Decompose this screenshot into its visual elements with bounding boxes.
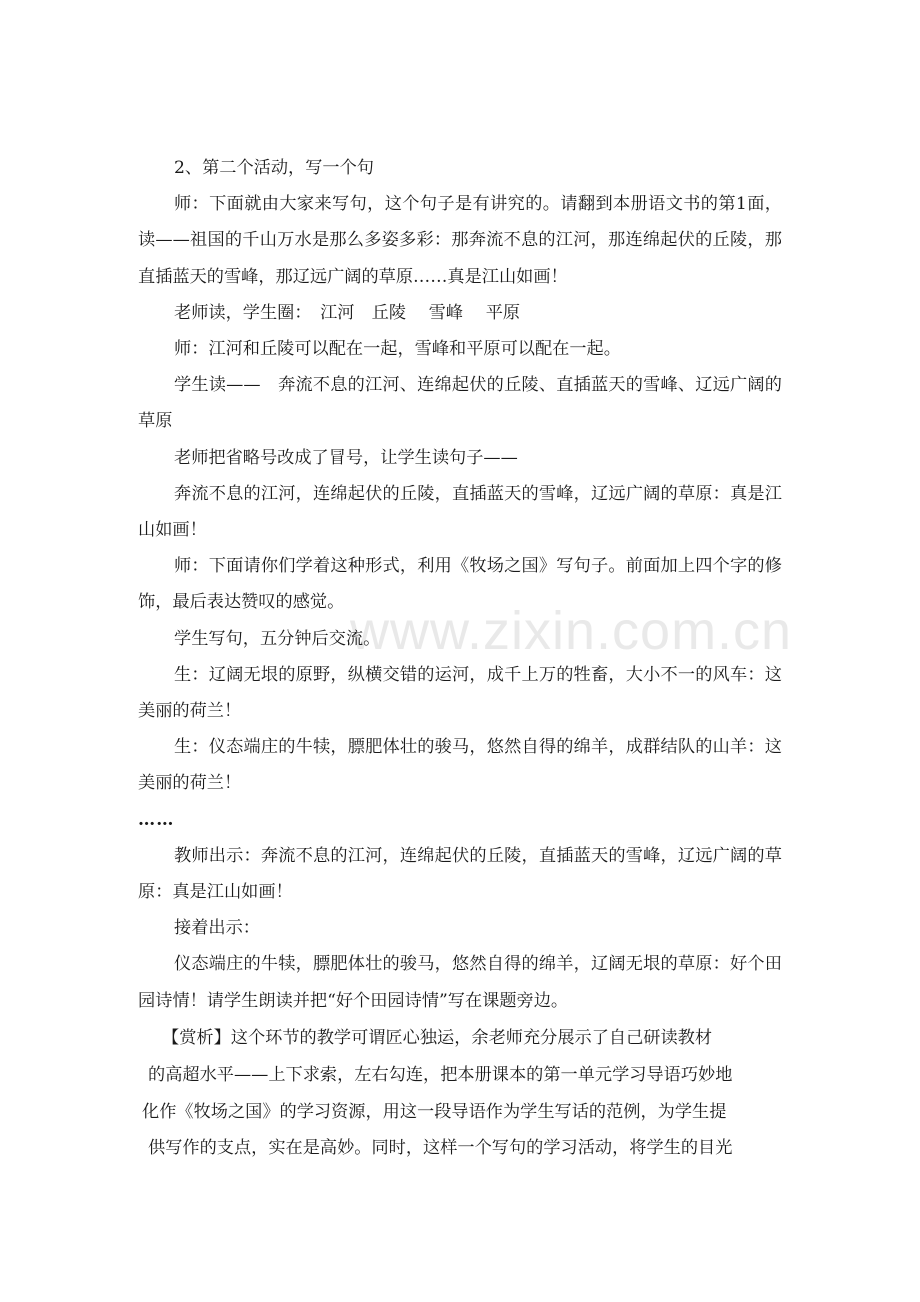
analysis-line-4: 供写作的支点，实在是高妙。同时，这样一个写句的学习活动，将学生的目光 [148,1138,733,1159]
paragraph-colon-change: 老师把省略号改成了冒号，让学生读句子—— [174,447,518,468]
paragraph-students-write: 学生写句，五分钟后交流。 [174,628,381,649]
paragraph-teacher-reads: 老师读，学生圈： 江河 丘陵 雪峰 平原 [174,302,521,323]
analysis-line-2: 的高超水平——上下求索，左右勾连，把本册课本的第一单元学习导语巧妙地 [148,1064,733,1085]
paragraph-student-answer-2: 生：仪态端庄的牛犊，膘肥体壮的骏马，悠然自得的绵羊，成群结队的山羊：这美丽的荷兰！ [138,737,782,794]
paragraph-ellipsis: …… [138,809,175,830]
analysis-block [138,1020,794,1167]
paragraph-students-read: 学生读—— 奔流不息的江河、连绵起伏的丘陵、直插蓝天的雪峰、辽远广阔的草原 [138,375,782,432]
section-heading: 2、第二个活动，写一个句 [174,158,374,178]
paragraph-teacher-intro: 师：下面就由大家来写句，这个句子是有讲究的。请翻到本册语文书的第1面，读——祖国的千山万水是那么多姿多彩：那奔流不息的江河，那连绵起伏的丘陵，那直插蓝天的雪峰，那辽远广阔的草原……真是江山如画！ [138,194,782,287]
paragraph-pastoral-sentence: 仪态端庄的牛犊，膘肥体壮的骏马，悠然自得的绵羊，辽阔无垠的草原：好个田园诗情！请学生朗读并把“好个田园诗情”写在课题旁边。 [138,954,782,1011]
paragraph-sentence-example: 奔流不息的江河，连绵起伏的丘陵，直插蓝天的雪峰，辽远广阔的草原：真是江山如画！ [138,483,782,541]
paragraph-next-shows: 接着出示： [174,918,260,939]
document-body [138,150,782,1019]
paragraph-student-answer-1: 生：辽阔无垠的原野，纵横交错的运河，成千上万的牲畜，大小不一的风车：这美丽的荷兰！ [138,664,782,722]
paragraph-teacher-pairs: 师：江河和丘陵可以配在一起，雪峰和平原可以配在一起。 [174,339,621,360]
paragraph-teacher-task: 师：下面请你们学着这种形式，利用《牧场之国》写句子。前面加上四个字的修饰，最后表达赞叹的感觉。 [138,556,782,613]
analysis-line-3: 化作《牧场之国》的学习资源，用这一段导语作为学生写话的范例，为学生提 [142,1101,727,1122]
paragraph-teacher-shows: 教师出示：奔流不息的江河，连绵起伏的丘陵，直插蓝天的雪峰，辽远广阔的草原：真是江山如画！ [138,845,782,903]
watermark: www.zixin.com.cn [350,601,793,661]
analysis-line-1: 【赏析】这个环节的教学可谓匠心独运，余老师充分展示了自己研读教材 [162,1028,713,1048]
